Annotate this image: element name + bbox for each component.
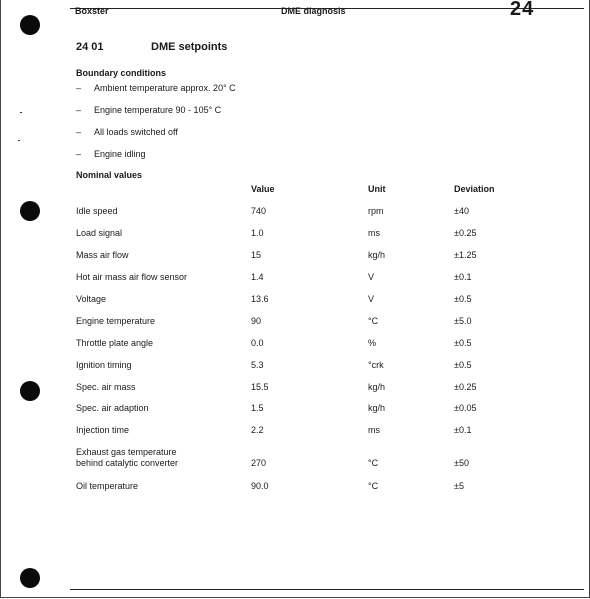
row-parameter: Idle speed	[76, 206, 118, 216]
row-parameter: Load signal	[76, 228, 123, 238]
row-deviation: ±0.25	[454, 382, 477, 392]
list-dash: –	[76, 149, 82, 159]
row-unit: rpm	[368, 206, 384, 216]
row-value: 90	[251, 316, 262, 326]
row-parameter: Spec. air adaption	[76, 403, 149, 413]
row-deviation: ±5.0	[454, 316, 472, 326]
row-unit: %	[368, 338, 377, 348]
boundary-item-text: Engine idling	[94, 149, 146, 159]
row-unit: ms	[368, 425, 380, 435]
row-parameter: Oil temperature	[76, 481, 139, 491]
header-title: DME diagnosis	[281, 6, 346, 16]
row-deviation: ±0.5	[454, 338, 472, 348]
scan-speck	[20, 112, 22, 113]
binder-hole	[20, 381, 40, 401]
row-value: 2.2	[251, 425, 264, 435]
boundary-heading: Boundary conditions	[76, 68, 166, 78]
row-unit: V	[368, 272, 375, 282]
row-deviation: ±0.1	[454, 272, 472, 282]
row-value: 1.0	[251, 228, 264, 238]
row-parameter: Mass air flow	[76, 250, 129, 260]
row-parameter: Ignition timing	[76, 360, 132, 370]
page-header	[70, 0, 584, 20]
row-deviation: ±5	[454, 481, 464, 491]
boundary-item-text: Engine temperature 90 - 105° C	[94, 105, 222, 115]
row-unit: °C	[368, 481, 379, 491]
row-deviation: ±0.05	[454, 403, 477, 413]
binder-hole	[20, 201, 40, 221]
page-footer	[70, 589, 584, 590]
column-header-deviation: Deviation	[454, 184, 495, 194]
row-parameter: Injection time	[76, 425, 130, 435]
column-header-value: Value	[251, 184, 275, 194]
row-parameter: Voltage	[76, 294, 107, 304]
row-deviation: ±0.25	[454, 228, 477, 238]
list-dash: –	[76, 127, 82, 137]
row-unit: °crk	[368, 360, 384, 370]
row-deviation: ±0.5	[454, 360, 472, 370]
header-model: Boxster	[75, 6, 109, 16]
row-unit: kg/h	[368, 382, 386, 392]
row-value: 1.4	[251, 272, 264, 282]
column-header-unit: Unit	[368, 184, 386, 194]
row-deviation: ±1.25	[454, 250, 477, 260]
row-parameter: Spec. air mass	[76, 382, 136, 392]
row-value: 15.5	[251, 382, 269, 392]
row-unit: V	[368, 294, 375, 304]
row-value: 15	[251, 250, 262, 260]
row-unit: kg/h	[368, 250, 386, 260]
row-parameter: Exhaust gas temperature	[76, 447, 177, 457]
row-value: 0.0	[251, 338, 264, 348]
row-value: 270	[251, 458, 267, 468]
row-deviation: ±0.5	[454, 294, 472, 304]
row-deviation: ±40	[454, 206, 469, 216]
boundary-item-text: All loads switched off	[94, 127, 178, 137]
row-deviation: ±0.1	[454, 425, 472, 435]
boundary-item-text: Ambient temperature approx. 20° C	[94, 83, 236, 93]
row-parameter: Throttle plate angle	[76, 338, 154, 348]
row-deviation: ±50	[454, 458, 469, 468]
row-value: 1.5	[251, 403, 264, 413]
row-value: 90.0	[251, 481, 269, 491]
scan-speck	[18, 140, 20, 141]
section-code: 24 01	[76, 41, 104, 53]
row-parameter: Engine temperature	[76, 316, 156, 326]
row-value: 13.6	[251, 294, 269, 304]
row-parameter: behind catalytic converter	[76, 458, 179, 468]
section-title: DME setpoints	[151, 41, 228, 53]
row-unit: kg/h	[368, 403, 386, 413]
row-unit: ms	[368, 228, 380, 238]
nominal-heading: Nominal values	[76, 170, 143, 180]
row-unit: °C	[368, 458, 379, 468]
list-dash: –	[76, 83, 82, 93]
row-value: 740	[251, 206, 267, 216]
row-parameter: Hot air mass air flow sensor	[76, 272, 188, 282]
binder-hole	[20, 568, 40, 588]
list-dash: –	[76, 105, 82, 115]
binder-hole	[20, 15, 40, 35]
row-value: 5.3	[251, 360, 264, 370]
header-group-number: 24	[510, 0, 535, 20]
row-unit: °C	[368, 316, 379, 326]
